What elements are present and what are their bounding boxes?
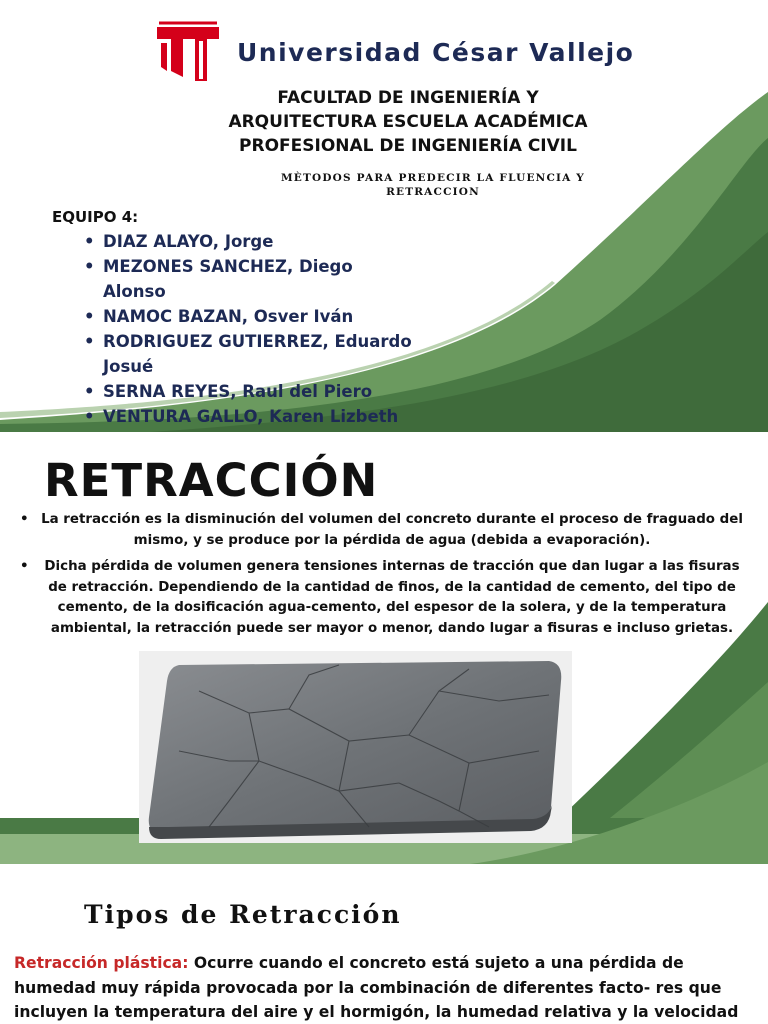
- university-logo: [155, 18, 645, 86]
- team-member: • DIAZ ALAYO, Jorge: [84, 229, 414, 254]
- slide-title: RETRACCIÓN: [44, 454, 379, 507]
- team-member: • MEZONES SANCHEZ, Diego Alonso: [84, 254, 414, 304]
- methods-title-line: MÈTODOS PARA PREDECIR LA FLUENCIA Y: [280, 172, 586, 184]
- team-member: • SERNA REYES, Raul del Piero: [84, 379, 414, 404]
- team-member: • VENTURA GALLO, Karen Lizbeth: [84, 404, 414, 429]
- cover-slide: [0, 0, 768, 432]
- slide-title: Tipos de Retracción: [84, 900, 402, 929]
- methods-title: [150, 171, 716, 199]
- university-name: Universidad César Vallejo: [237, 37, 635, 67]
- term-description: Ocurre cuando el concreto está sujeto a una pérdida de humedad muy rápida provocada por la combinación de diferentes facto- res que incluyen la temperatura del aire y el hormigón, la humedad relativa y la velocidad: [14, 954, 739, 1021]
- ucv-logo-icon: [155, 19, 221, 85]
- plastic-shrinkage-paragraph: [14, 951, 759, 1024]
- definition-item: • Dicha pérdida de volumen genera tensiones internas de tracción que dan lugar a las fisuras de retracción. Dependiendo de la cantidad de finos, de la cantidad de cemento, del tipo de cemento, de la dosificación agua-cemento, del espesor de la solera, y de la temperatura ambiental, la retracción puede ser mayor o menor, dando lugar a fisuras e incluso grietas.: [20, 557, 748, 639]
- team-label: EQUIPO 4:: [52, 208, 139, 226]
- faculty-line: ARQUITECTURA ESCUELA ACADÉMICA: [228, 112, 588, 132]
- retraccion-slide: [0, 432, 768, 864]
- faculty-line: PROFESIONAL DE INGENIERÍA CIVIL: [239, 136, 577, 156]
- team-member: • RODRIGUEZ GUTIERREZ, Eduardo Josué: [84, 329, 414, 379]
- definition-item: • La retracción es la disminución del volumen del concreto durante el proceso de fraguado del mismo, y se produce por la pérdida de agua (debida a evaporación).: [20, 510, 748, 551]
- team-member: • NAMOC BAZAN, Osver Iván: [84, 304, 414, 329]
- faculty-heading: [150, 86, 666, 158]
- faculty-line: FACULTAD DE INGENIERÍA Y: [277, 88, 539, 108]
- cracked-concrete-image: [139, 651, 572, 843]
- methods-title-line: RETRACCION: [386, 186, 480, 198]
- tipos-slide: [0, 864, 768, 1024]
- team-member-list: [84, 229, 414, 429]
- term-label: Retracción plástica:: [14, 954, 189, 972]
- definition-list: [20, 510, 748, 645]
